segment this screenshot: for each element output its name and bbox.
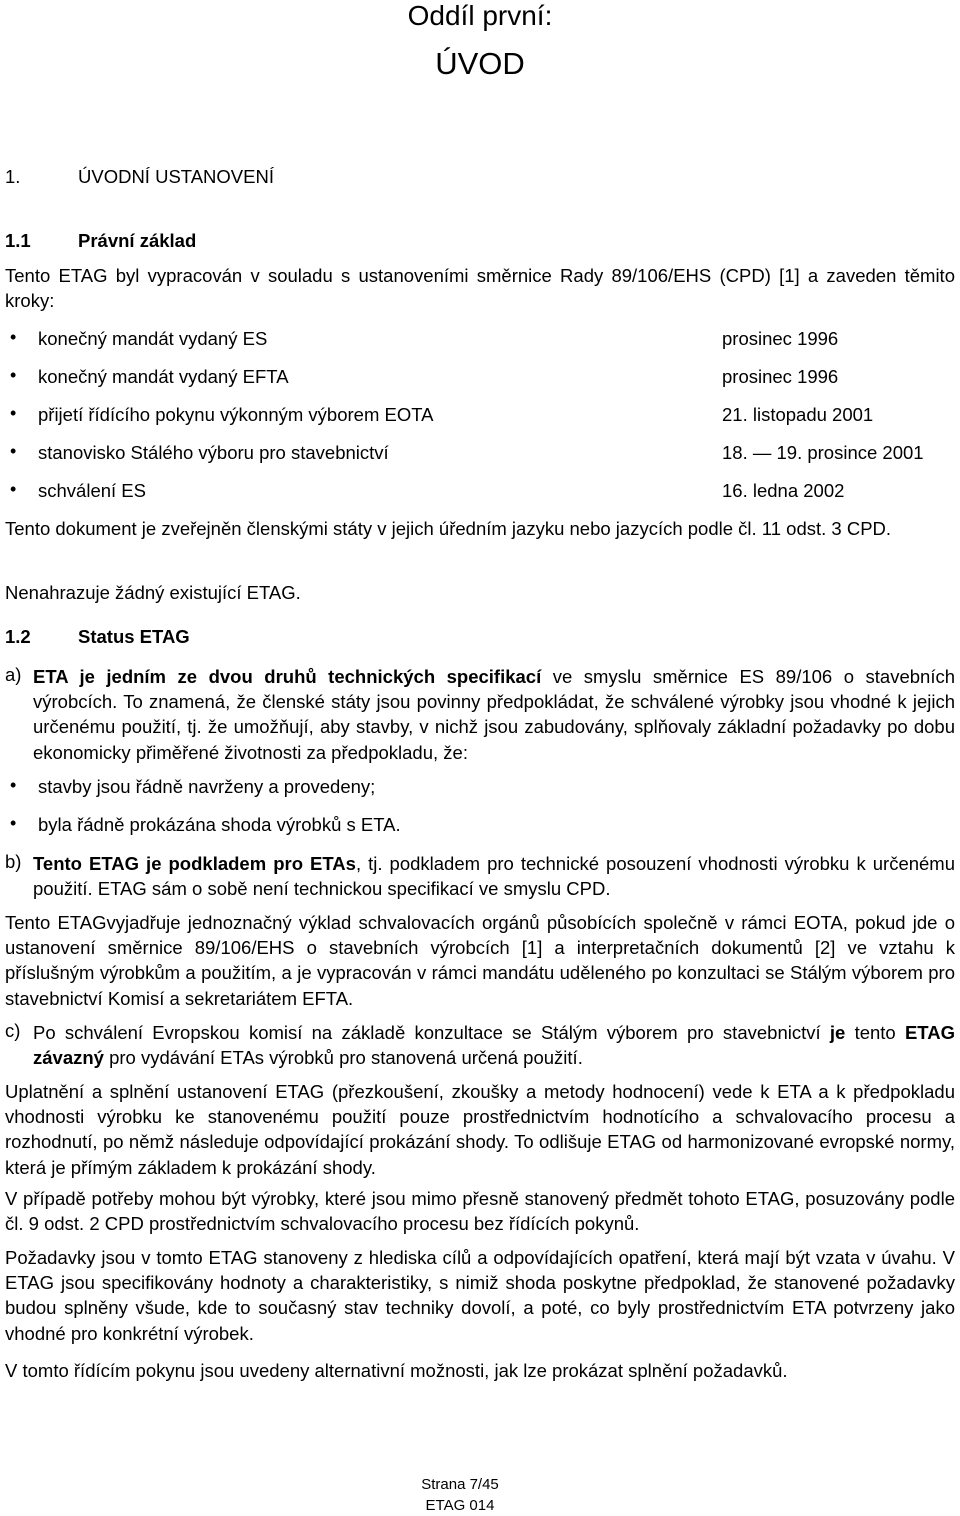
list-item-date: prosinec 1996 — [722, 366, 839, 387]
item-a-emphasis: ETA je jedním ze dvou druhů technických specifikací — [33, 666, 542, 687]
application-paragraph: Uplatnění a splnění ustanovení ETAG (přezkoušení, zkoušky a metody hodnocení) vede k ETA a k předpokladu vhodnosti výrobku ke stanovenému použití pouze prostřednictvím hodnotícího a schvalovacího procesu a rozhodnutí, po němž následuje odpovídající prokázání shody. To odlišuje ETAG od harmonizované evropské normy, která je přímým základem k prokázání shody. — [5, 1081, 955, 1178]
bullet-icon: • — [10, 403, 17, 423]
list-item-text: konečný mandát vydaný ES — [38, 328, 268, 349]
item-a-body: ve smyslu směrnice ES 89/106 o stavebních výrobcích. To znamená, že členské státy jsou povinny předpokládat, že schválené výrobky jsou vhodné k jejich určenému použití, tj. že umožňují, aby stavby, v nichž jsou zabudovány, splňovaly základní požadavky po dobu ekonomicky přiměřené životnosti za předpokladu, že: — [33, 666, 955, 763]
bullet-icon: • — [10, 365, 17, 385]
section-label: Oddíl první: — [407, 0, 553, 31]
item-c-emphasis-1: je — [829, 1022, 846, 1043]
bullet-icon: • — [10, 775, 17, 795]
item-a-text — [33, 664, 955, 765]
chapter-heading — [5, 166, 274, 188]
item-c-emphasis-2: ETAG závazný — [33, 1022, 955, 1069]
alternatives-paragraph: V tomto řídícím pokynu jsou uvedeny alternativní možnosti, jak lze prokázat splnění požadavků. — [5, 1360, 788, 1381]
list-item-date: 21. listopadu 2001 — [722, 404, 874, 425]
chapter-title: ÚVODNÍ USTANOVENÍ — [78, 166, 274, 187]
item-c-label: c) — [5, 1020, 21, 1041]
item-b-body: , tj. podkladem pro technické posouzení vhodnosti výrobku k určenému použití. ETAG sám o sobě není technickou specifikací ve smyslu CPD. — [33, 853, 956, 900]
list-item-text: přijetí řídícího pokynu výkonným výborem EOTA — [38, 404, 434, 425]
list-item-text: schválení ES — [38, 480, 146, 501]
item-c-text — [33, 1020, 955, 1070]
section-heading-1-2 — [5, 626, 190, 648]
item-a-label: a) — [5, 664, 22, 685]
list-item-text: stanovisko Stálého výboru pro stavebnictví — [38, 442, 389, 463]
list-item-text: stavby jsou řádně navrženy a provedeny; — [38, 776, 376, 797]
item-b-label: b) — [5, 851, 22, 872]
case-paragraph: V případě potřeby mohou být výrobky, které jsou mimo přesně stanovený předmět tohoto ETAG, posuzovány podle čl. 9 odst. 2 CPD prostřednictvím schvalovacího procesu bez řídících pokynů. — [5, 1188, 955, 1235]
bullet-icon: • — [10, 813, 17, 833]
section-title: Status ETAG — [78, 626, 190, 647]
section-number: 1.1 — [5, 230, 31, 251]
list-item-text: konečný mandát vydaný EFTA — [38, 366, 289, 387]
item-c-end: pro vydávání ETAs výrobků pro stanovená určená použití. — [103, 1047, 583, 1069]
bullet-icon: • — [10, 441, 17, 461]
item-c-intro: Po schválení Evropskou komisí na základě konzultace se Stálým výborem pro stavebnictví — [33, 1022, 830, 1043]
replacement-note: Nenahrazuje žádný existující ETAG. — [5, 582, 301, 603]
section-number: 1.2 — [5, 626, 31, 647]
document-id: ETAG 014 — [425, 1497, 495, 1514]
page-number: Strana 7/45 — [421, 1476, 499, 1493]
section-title: Právní základ — [78, 230, 197, 251]
item-b-text — [33, 851, 955, 901]
section-heading-1-1 — [5, 230, 197, 252]
chapter-number: 1. — [5, 166, 21, 187]
page-title: ÚVOD — [435, 46, 525, 81]
bullet-icon: • — [10, 479, 17, 499]
item-b-emphasis: Tento ETAG je podkladem pro ETAs — [33, 853, 356, 874]
item-c-middle: tento — [845, 1022, 905, 1043]
bullet-icon: • — [10, 327, 17, 347]
list-item-text: byla řádně prokázána shoda výrobků s ETA. — [38, 814, 401, 835]
intro-paragraph: Tento ETAG byl vypracován v souladu s ustanoveními směrnice Rady 89/106/EHS (CPD) [1] a zaveden těmito kroky: — [5, 265, 955, 312]
list-item-date: 16. ledna 2002 — [722, 480, 845, 501]
list-item-date: 18. — 19. prosince 2001 — [722, 442, 924, 463]
publication-paragraph: Tento dokument je zveřejněn členskými státy v jejich úředním jazyku nebo jazycích podle čl. 11 odst. 3 CPD. — [5, 518, 892, 539]
list-item-date: prosinec 1996 — [722, 328, 839, 349]
eota-paragraph: Tento ETAGvyjadřuje jednoznačný výklad schvalovacích orgánů působících společně v rámci EOTA, pokud jde o ustanovení směrnice 89/106/EHS o stavebních výrobcích [1] a interpretačních dokumentů [2] ve vztahu k příslušným výrobkům a použitím, a je vypracován v rámci mandátu uděleného po konzultaci se Stálým výborem pro stavebnictví Komisí a sekretariátem EFTA. — [5, 912, 955, 1009]
page-footer — [0, 1474, 920, 1516]
requirements-paragraph: Požadavky jsou v tomto ETAG stanoveny z hlediska cílů a odpovídajících opatření, která mají být vzata v úvahu. V ETAG jsou specifikovány hodnoty a charakteristiky, s nimiž shoda poskytne předpoklad, že stanovené požadavky budou splněny všude, kde to současný stav techniky dovolí, a poté, co byly prostřednictvím ETA potvrzeny jako vhodné pro konkrétní výrobek. — [5, 1247, 955, 1344]
